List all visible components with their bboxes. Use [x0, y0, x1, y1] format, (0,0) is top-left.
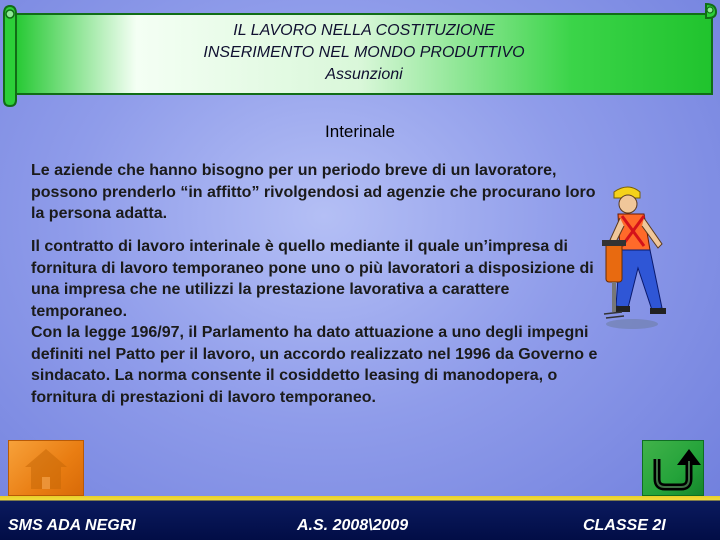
page-title-line-1: IL LAVORO NELLA COSTITUZIONE [233, 22, 495, 39]
intro-paragraph: Le aziende che hanno bisogno per un periodo breve di un lavoratore, possono prenderlo “in affitto” rivolgendosi ad agenzie che procurano loro la persona adatta. [31, 162, 596, 222]
home-button[interactable] [8, 440, 84, 496]
footer-school-year: A.S. 2008\2009 [297, 517, 409, 534]
page-title-line-2: INSERIMENTO NEL MONDO PRODUTTIVO [203, 44, 525, 61]
contract-paragraph-part-1: Il contratto di lavoro interinale è quello mediante il quale un’impresa di fornitura di lavoro temporaneo pone uno o più lavoratori a disposizione di una impresa che ne utilizzi la prestazione lavorativa a carattere temporaneo. [31, 238, 594, 320]
section-heading: Interinale [325, 122, 395, 141]
house-icon [9, 441, 83, 495]
jackhammer-worker-illustration [592, 184, 702, 334]
page-subtitle: Assunzioni [325, 66, 403, 83]
footer-class-name: CLASSE 2I [583, 517, 666, 534]
contract-paragraph-part-2: Con la legge 196/97, il Parlamento ha dato attuazione a uno degli impegni definiti nel Patto per il lavoro, un accordo realizzato nel 1996 da Governo e sindacato. La norma consente il cosiddetto leasing di manodopera, o fornitura di prestazioni di lavoro temporaneo. [31, 324, 598, 406]
u-turn-arrow-icon [643, 441, 703, 495]
footer-school-name: SMS ADA NEGRI [8, 517, 136, 534]
return-button[interactable] [642, 440, 704, 496]
contract-paragraph [31, 236, 601, 408]
